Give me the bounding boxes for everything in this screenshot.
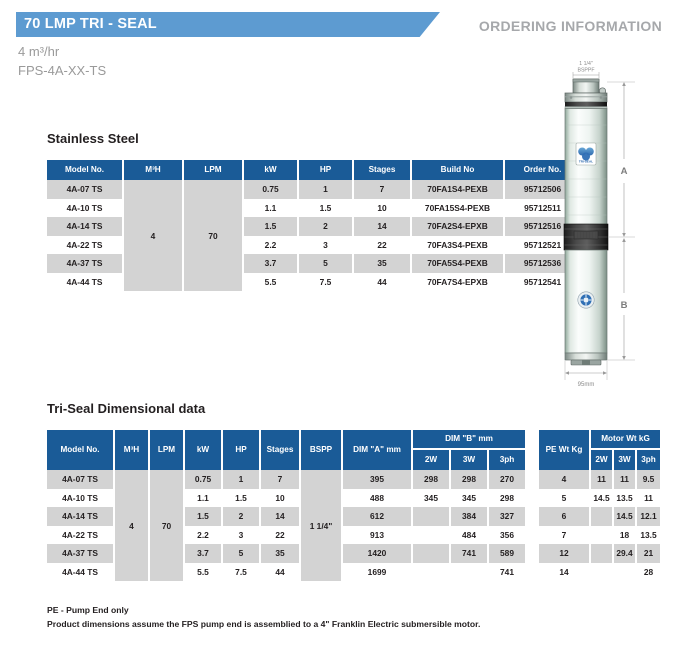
column-spacer <box>527 430 539 470</box>
cell-dim-b-2w <box>413 563 451 582</box>
col-stages: Stages <box>354 160 412 180</box>
col-motor-wt-3w: 3W <box>614 450 637 470</box>
flow-rate-label: 4 m³/hr <box>18 44 60 59</box>
cell-hp: 2 <box>223 507 261 526</box>
col-kw: kW <box>185 430 223 470</box>
col-hp: HP <box>299 160 354 180</box>
cell-stages: 35 <box>261 544 301 563</box>
cell-dim-b-3w <box>451 563 489 582</box>
cell-motor-wt-3w: 11 <box>614 470 637 489</box>
cell-build: 70FA7S4-EPXB <box>412 273 505 292</box>
dimension-line-a <box>622 82 626 237</box>
cell-dim-b-3ph: 589 <box>489 544 527 563</box>
cell-motor-wt-2w: 14.5 <box>591 489 614 508</box>
cell-motor-wt-3w <box>614 563 637 582</box>
col-group-motor-wt: Motor Wt kG <box>591 430 660 450</box>
cell-motor-wt-3w: 29.4 <box>614 544 637 563</box>
cell-stages: 14 <box>354 217 412 236</box>
cell-pe-wt: 14 <box>539 563 591 582</box>
ordering-information-heading: ORDERING INFORMATION <box>478 18 662 34</box>
bspp-thread-label-line2: BSPPF <box>577 67 595 74</box>
tri-seal-logo-icon <box>576 143 596 165</box>
dimension-b-label: B <box>620 300 628 311</box>
cell-motor-wt-2w <box>591 526 614 545</box>
col-dim-b-2w: 2W <box>413 450 451 470</box>
cell-motor-wt-3ph: 12.1 <box>637 507 660 526</box>
row-spacer <box>527 489 539 508</box>
cell-hp: 5 <box>299 254 354 273</box>
footnote-pe-definition: PE - Pump End only <box>47 605 129 615</box>
col-order-no: Order No. <box>505 160 580 180</box>
col-dim-a: DIM "A" mm <box>343 430 413 470</box>
cell-stages: 14 <box>261 507 301 526</box>
col-hp: HP <box>223 430 261 470</box>
cell-kw: 0.75 <box>244 180 299 199</box>
cell-stages: 22 <box>354 236 412 255</box>
cell-order: 95712506 <box>505 180 580 199</box>
cell-stages: 35 <box>354 254 412 273</box>
cell-dim-b-2w <box>413 507 451 526</box>
col-m3h: M³H <box>115 430 150 470</box>
cell-motor-wt-2w: 11 <box>591 470 614 489</box>
stainless-steel-table <box>47 160 580 291</box>
cell-pe-wt: 12 <box>539 544 591 563</box>
cell-model: 4A-07 TS <box>47 470 115 489</box>
row-spacer <box>527 544 539 563</box>
cell-order: 95712536 <box>505 254 580 273</box>
cell-order: 95712516 <box>505 217 580 236</box>
cell-m3h-merged: 4 <box>124 180 184 291</box>
cell-model: 4A-44 TS <box>47 563 115 582</box>
cell-hp: 1 <box>299 180 354 199</box>
col-pe-wt-kg: PE Wt Kg <box>539 430 591 470</box>
cell-order: 95712511 <box>505 199 580 218</box>
cell-dim-b-2w: 345 <box>413 489 451 508</box>
cell-pe-wt: 6 <box>539 507 591 526</box>
col-group-dim-b: DIM "B" mm <box>413 430 527 450</box>
dimensional-data-table <box>47 430 660 581</box>
cell-hp: 7.5 <box>223 563 261 582</box>
cell-model: 4A-37 TS <box>47 254 124 273</box>
pump-diagram <box>540 55 674 395</box>
cell-stages: 22 <box>261 526 301 545</box>
cell-motor-wt-3ph: 28 <box>637 563 660 582</box>
table-header-row-top <box>47 430 660 450</box>
row-spacer <box>527 526 539 545</box>
stainless-steel-section-title: Stainless Steel <box>47 131 139 146</box>
cell-m3h-merged: 4 <box>115 470 150 581</box>
cell-kw: 3.7 <box>185 544 223 563</box>
col-model-no: Model No. <box>47 430 115 470</box>
cell-dim-a: 612 <box>343 507 413 526</box>
bspp-thread-label-line1: 1 1/4" <box>579 61 593 67</box>
cell-kw: 1.1 <box>185 489 223 508</box>
cell-motor-wt-3w: 14.5 <box>614 507 637 526</box>
col-bspp: BSPP <box>301 430 343 470</box>
svg-text:TRI-SEAL: TRI-SEAL <box>578 159 594 164</box>
cell-pe-wt: 7 <box>539 526 591 545</box>
cell-model: 4A-22 TS <box>47 526 115 545</box>
cell-order: 95712521 <box>505 236 580 255</box>
cell-dim-a: 1699 <box>343 563 413 582</box>
cell-build: 70FA5S4-PEXB <box>412 254 505 273</box>
cell-dim-b-3ph: 298 <box>489 489 527 508</box>
cell-kw: 3.7 <box>244 254 299 273</box>
table-row <box>47 180 580 199</box>
cell-model: 4A-14 TS <box>47 217 124 236</box>
cell-dim-a: 913 <box>343 526 413 545</box>
width-dimension-label: 95mm <box>577 382 595 388</box>
cell-motor-wt-3ph: 11 <box>637 489 660 508</box>
col-kw: kW <box>244 160 299 180</box>
col-lpm: LPM <box>150 430 185 470</box>
cell-hp: 1.5 <box>299 199 354 218</box>
cell-dim-b-3ph: 270 <box>489 470 527 489</box>
cell-dim-b-2w: 298 <box>413 470 451 489</box>
table-row <box>47 470 660 489</box>
cell-stages: 10 <box>261 489 301 508</box>
cell-dim-a: 395 <box>343 470 413 489</box>
footnote-dimensions-assumption: Product dimensions assume the FPS pump end is assemblied to a 4" Franklin Electric submersible motor. <box>47 619 481 629</box>
cell-kw: 2.2 <box>185 526 223 545</box>
cell-model: 4A-10 TS <box>47 199 124 218</box>
motor-badge-icon <box>578 292 594 308</box>
cell-motor-wt-2w <box>591 507 614 526</box>
col-dim-b-3w: 3W <box>451 450 489 470</box>
col-model-no: Model No. <box>47 160 124 180</box>
cell-dim-b-3w: 384 <box>451 507 489 526</box>
cell-lpm-merged: 70 <box>184 180 244 291</box>
cell-motor-wt-2w <box>591 563 614 582</box>
cell-build: 70FA15S4-PEXB <box>412 199 505 218</box>
cell-motor-wt-3w: 18 <box>614 526 637 545</box>
cell-dim-b-3w: 484 <box>451 526 489 545</box>
cell-model: 4A-07 TS <box>47 180 124 199</box>
cell-dim-a: 1420 <box>343 544 413 563</box>
cell-hp: 5 <box>223 544 261 563</box>
cell-dim-b-2w <box>413 544 451 563</box>
cell-build: 70FA3S4-PEXB <box>412 236 505 255</box>
col-lpm: LPM <box>184 160 244 180</box>
model-code-label: FPS-4A-XX-TS <box>18 63 107 78</box>
cell-lpm-merged: 70 <box>150 470 185 581</box>
col-m3h: M³H <box>124 160 184 180</box>
cell-dim-b-3ph: 356 <box>489 526 527 545</box>
dimension-line-width <box>565 371 607 375</box>
cell-dim-b-3w: 298 <box>451 470 489 489</box>
cell-kw: 1.5 <box>185 507 223 526</box>
cell-dim-b-2w <box>413 526 451 545</box>
cell-stages: 7 <box>261 470 301 489</box>
cell-kw: 1.5 <box>244 217 299 236</box>
cell-dim-b-3ph: 327 <box>489 507 527 526</box>
cell-kw: 2.2 <box>244 236 299 255</box>
cell-bspp-merged: 1 1/4" <box>301 470 343 581</box>
cell-hp: 2 <box>299 217 354 236</box>
cell-kw: 5.5 <box>185 563 223 582</box>
cell-dim-b-3w: 741 <box>451 544 489 563</box>
col-motor-wt-2w: 2W <box>591 450 614 470</box>
cell-motor-wt-3ph: 13.5 <box>637 526 660 545</box>
cell-build: 70FA2S4-EPXB <box>412 217 505 236</box>
cell-motor-wt-2w <box>591 544 614 563</box>
col-dim-b-3ph: 3ph <box>489 450 527 470</box>
cell-stages: 44 <box>354 273 412 292</box>
dimension-a-label: A <box>620 166 628 177</box>
cell-pe-wt: 4 <box>539 470 591 489</box>
cell-model: 4A-44 TS <box>47 273 124 292</box>
col-stages: Stages <box>261 430 301 470</box>
dimensional-data-section-title: Tri-Seal Dimensional data <box>47 401 206 416</box>
cell-dim-b-3w: 345 <box>451 489 489 508</box>
cell-hp: 1.5 <box>223 489 261 508</box>
cell-build: 70FA1S4-PEXB <box>412 180 505 199</box>
col-motor-wt-3ph: 3ph <box>637 450 660 470</box>
col-build-no: Build No <box>412 160 505 180</box>
row-spacer <box>527 563 539 582</box>
cell-dim-b-3ph: 741 <box>489 563 527 582</box>
row-spacer <box>527 507 539 526</box>
cell-kw: 5.5 <box>244 273 299 292</box>
table-header-row <box>47 160 580 180</box>
cell-model: 4A-22 TS <box>47 236 124 255</box>
dimension-line-b <box>622 238 626 360</box>
cell-motor-wt-3ph: 21 <box>637 544 660 563</box>
cell-hp: 3 <box>223 526 261 545</box>
cell-model: 4A-14 TS <box>47 507 115 526</box>
cell-stages: 10 <box>354 199 412 218</box>
cell-stages: 7 <box>354 180 412 199</box>
page-title: 70 LMP TRI - SEAL <box>24 16 157 32</box>
cell-hp: 1 <box>223 470 261 489</box>
row-spacer <box>527 470 539 489</box>
cell-motor-wt-3w: 13.5 <box>614 489 637 508</box>
cell-model: 4A-10 TS <box>47 489 115 508</box>
cell-pe-wt: 5 <box>539 489 591 508</box>
cell-hp: 3 <box>299 236 354 255</box>
cell-hp: 7.5 <box>299 273 354 292</box>
cell-stages: 44 <box>261 563 301 582</box>
cell-dim-a: 488 <box>343 489 413 508</box>
cell-kw: 1.1 <box>244 199 299 218</box>
cell-model: 4A-37 TS <box>47 544 115 563</box>
cell-kw: 0.75 <box>185 470 223 489</box>
cell-motor-wt-3ph: 9.5 <box>637 470 660 489</box>
cell-order: 95712541 <box>505 273 580 292</box>
